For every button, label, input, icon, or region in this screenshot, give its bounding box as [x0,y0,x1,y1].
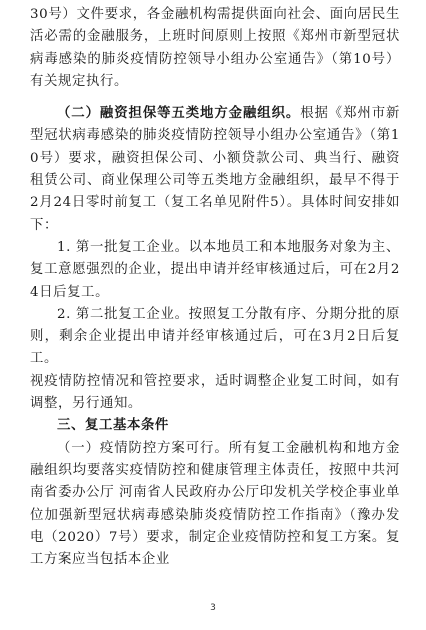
document-body [30,4,400,571]
paragraph-continuation: 30号）文件要求，各金融机构需提供面向社会、面向居民生活必需的金融服务，上班时间原则上按照《郑州市新型冠状病毒感染的肺炎疫情防控领导小组办公室通告》（第10号）有关规定执行。 [30,7,400,89]
paragraph-second-batch: 2. 第二批复工企业。按照复工分散有序、分期分批的原则，剩余企业提出申请并经审核通过后，可在3月2日后复工。 [30,306,400,367]
paragraph-adjustment-note: 视疫情防控情况和管控要求，适时调整企业复工时间，如有调整，另行通知。 [30,373,400,412]
paragraph-first-batch: 1. 第一批复工企业。以本地员工和本地服务对象为主、复工意愿强烈的企业，提出申请并经审核通过后，可在2月24日后复工。 [30,239,400,300]
page-number: 3 [210,603,216,613]
paragraph-financing-guarantee-body: 根据《郑州市新型冠状病毒感染的肺炎疫情防控领导小组办公室通告》（第10号）要求，融资担保公司、小额贷款公司、典当行、融资租赁公司、商业保理公司等五类地方金融组织，最早不得于2月24日零时前复工（复工名单见附件5）。具体时间安排如下： [30,106,401,233]
section-heading-basic-conditions: 三、复工基本条件 [57,418,169,434]
paragraph-prevention-plan: （一）疫情防控方案可行。所有复工金融机构和地方金融组织均要落实疫情防控和健康管理主体责任，按照中共河南省委办公厅 河南省人民政府办公厅印发机关学校企事业单位加强新型冠状病毒感染肺炎疫情防控工作指南》（豫办发电（2020）7号）要求，制定企业疫情防控和复工方案。复工方案应当包括本企业 [30,440,400,568]
section-lead-financing-guarantee: （二）融资担保等五类地方金融组织。 [57,105,301,122]
paragraph-financing-guarantee [30,102,400,237]
